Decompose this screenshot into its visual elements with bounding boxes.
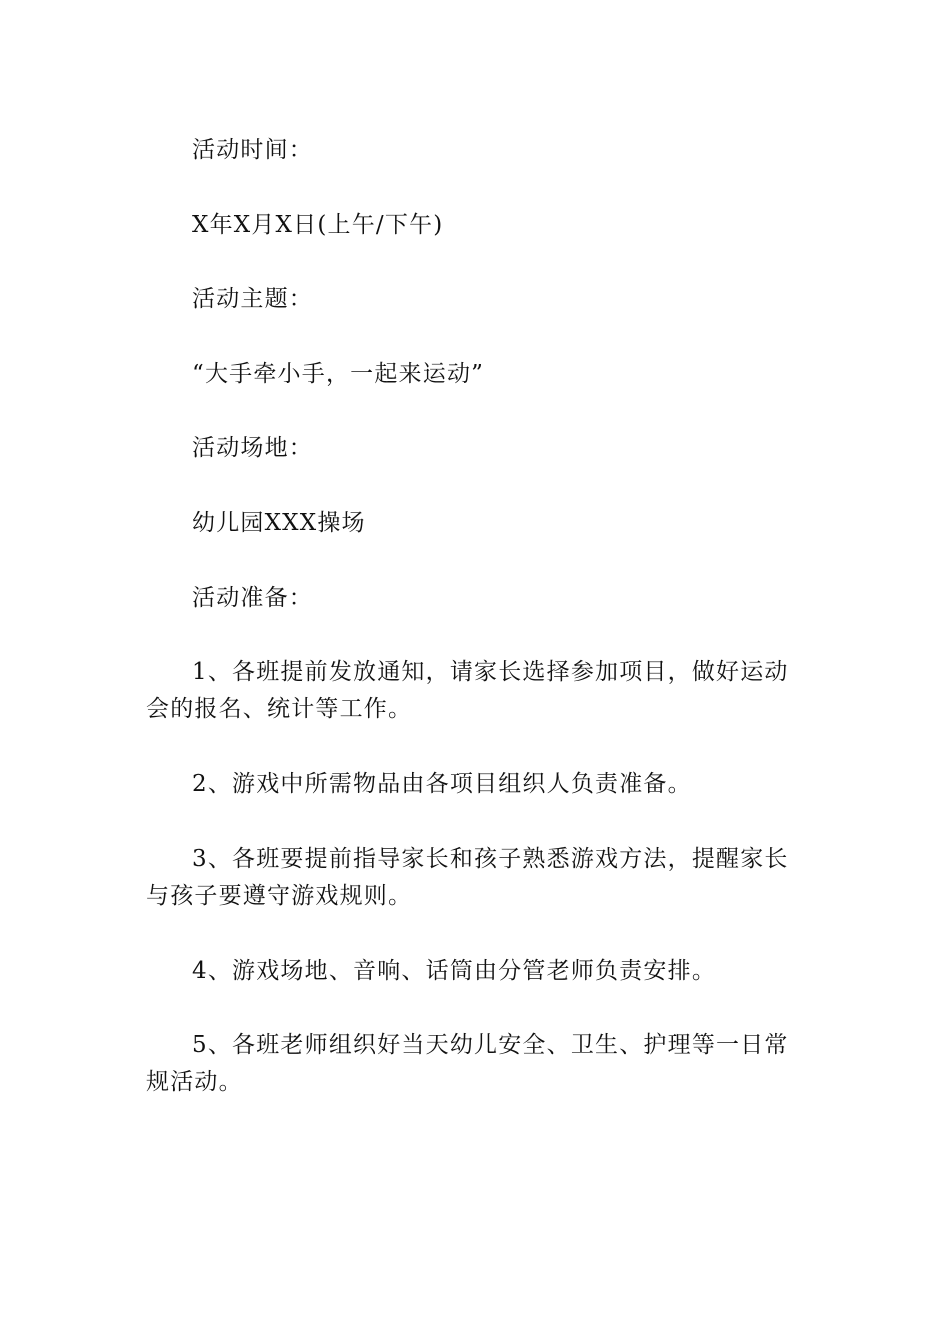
activity-time-value: X年X月X日(上午/下午) [192,211,444,238]
activity-theme-value: “大手牵小手，一起来运动” [192,360,485,387]
preparation-item-5: 5、各班老师组织好当天幼儿安全、卫生、护理等一日常规活动。 [146,1032,789,1096]
preparation-item-3: 3、各班要提前指导家长和孩子熟悉游戏方法，提醒家长与孩子要遵守游戏规则。 [146,845,789,909]
label-activity-time: 活动时间： [192,137,313,163]
preparation-item-1: 1、各班提前发放通知，请家长选择参加项目，做好运动会的报名、统计等工作。 [146,659,789,723]
preparation-item-2: 2、游戏中所需物品由各项目组织人负责准备。 [192,771,692,798]
label-activity-theme: 活动主题： [192,286,313,313]
preparation-item-4: 4、游戏场地、音响、话筒由分管老师负责安排。 [192,957,717,984]
label-activity-venue: 活动场地： [192,435,313,462]
label-activity-preparation: 活动准备： [192,584,313,611]
document-body [146,132,806,1139]
activity-venue-value: 幼儿园XXX操场 [192,509,366,536]
